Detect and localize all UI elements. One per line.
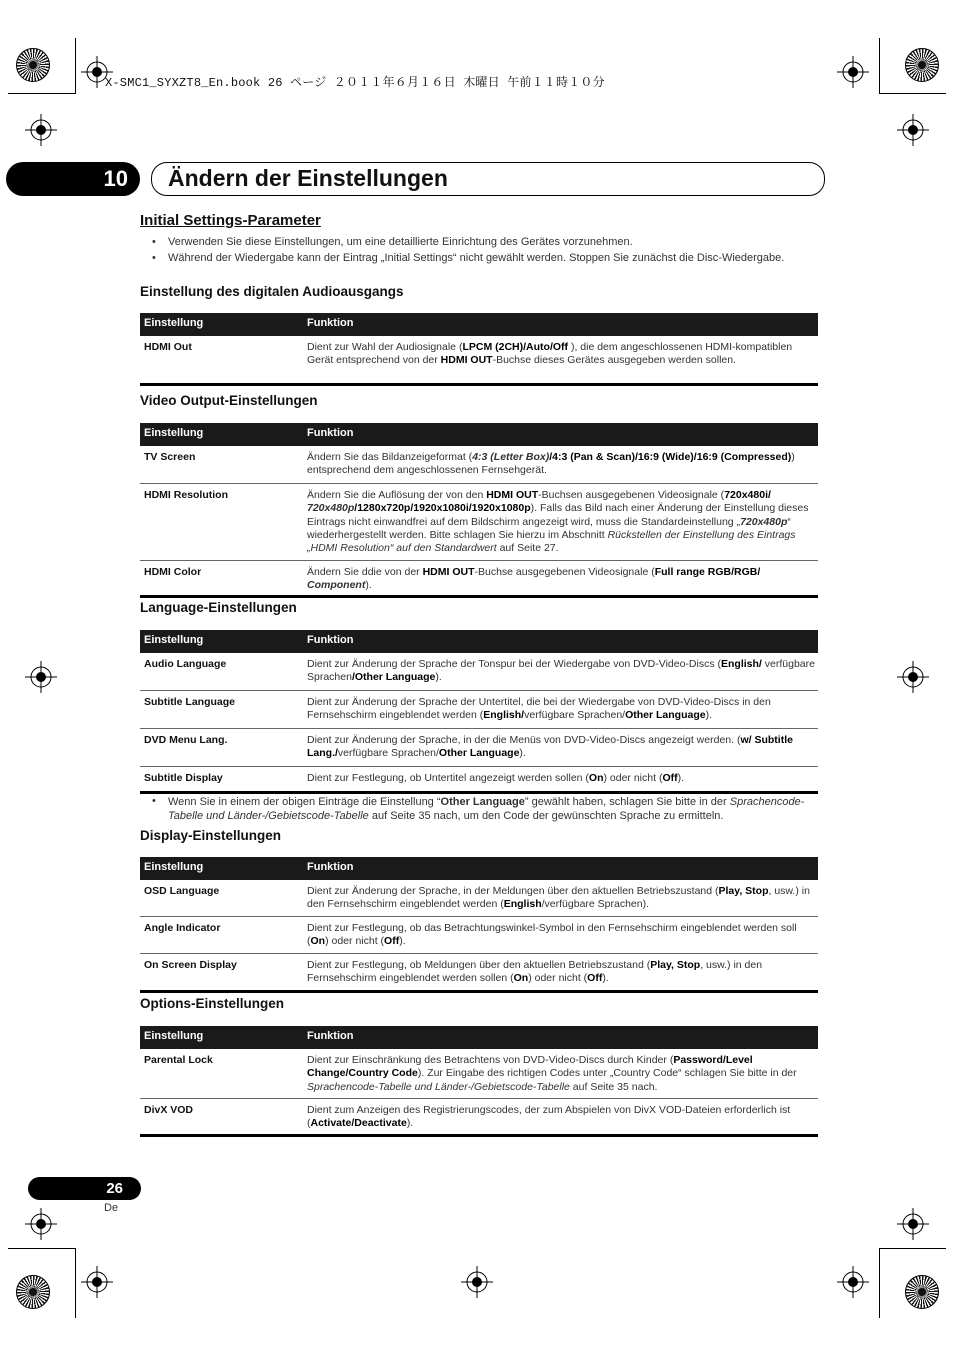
- crop-mark: [879, 1248, 880, 1318]
- color-rosette-icon: [905, 48, 939, 82]
- setting-description: Ändern Sie ddie von der HDMI OUT-Buchse ausgegebenen Videosignale (Full range RGB/RGB/ Component).: [307, 566, 761, 592]
- setting-name: Audio Language: [144, 658, 227, 670]
- chapter-number: 10: [6, 162, 140, 196]
- settings-table: [140, 857, 818, 993]
- header-setting: Einstellung: [144, 427, 204, 439]
- header-setting: Einstellung: [144, 317, 204, 329]
- bullet-marker: •: [152, 252, 156, 264]
- color-rosette-icon: [16, 1275, 50, 1309]
- subsection-title: Einstellung des digitalen Audioausgangs: [140, 284, 404, 299]
- crop-mark: [75, 1248, 76, 1318]
- section-title: Initial Settings-Parameter: [140, 212, 321, 229]
- setting-description: Dient zur Festlegung, ob das Betrachtungswinkel-Symbol in den Fernsehschirm eingeblendet werden soll (On) oder nicht (Off).: [307, 922, 797, 948]
- setting-name: Parental Lock: [144, 1054, 213, 1066]
- table-row: [140, 729, 818, 767]
- table-row: [140, 561, 818, 598]
- table-row: [140, 767, 818, 794]
- crop-mark: [8, 1248, 75, 1249]
- registration-mark-icon: [81, 1266, 113, 1298]
- setting-name: HDMI Resolution: [144, 489, 228, 501]
- registration-mark-icon: [897, 661, 929, 693]
- setting-name: On Screen Display: [144, 959, 237, 971]
- crop-mark: [879, 93, 946, 94]
- table-row: [140, 1049, 818, 1099]
- setting-name: Subtitle Display: [144, 772, 223, 784]
- table-row: [140, 954, 818, 993]
- registration-mark-icon: [25, 661, 57, 693]
- table-header: [140, 423, 818, 446]
- book-header: X-SMC1_SYXZT8_En.book 26 ページ ２０１１年６月１６日 木曜日 午前１１時１０分: [105, 76, 605, 90]
- chapter-title: Ändern der Einstellungen: [168, 165, 448, 191]
- bullet-marker: •: [152, 795, 156, 807]
- setting-description: Dient zur Wahl der Audiosignale (LPCM (2CH)/Auto/Off ), die dem angeschlossenen HDMI-kompatiblen Gerät entsprechend von der HDMI OUT-Buchse dieses Gerätes ausgegeben werden sollen.: [307, 341, 793, 367]
- table-row: [140, 336, 818, 386]
- setting-description: Dient zur Änderung der Sprache der Untertitel, die bei der Wiedergabe von DVD-Video-Discs in den Fernsehschirm eingeblendet werden (English/verfügbare Sprachen/Other Language).: [307, 696, 771, 722]
- setting-description: Dient zur Festlegung, ob Untertitel angezeigt werden sollen (On) oder nicht (Off).: [307, 772, 685, 784]
- registration-mark-icon: [837, 1266, 869, 1298]
- intro-bullet: Während der Wiedergabe kann der Eintrag „Initial Settings“ nicht gewählt werden. Stoppen Sie zunächst die Disc-Wiedergabe.: [168, 252, 785, 264]
- setting-name: Angle Indicator: [144, 922, 221, 934]
- registration-mark-icon: [837, 56, 869, 88]
- subsection-title: Language-Einstellungen: [140, 600, 297, 615]
- setting-name: DivX VOD: [144, 1104, 194, 1116]
- setting-name: TV Screen: [144, 451, 196, 463]
- header-setting: Einstellung: [144, 861, 204, 873]
- crop-mark: [879, 38, 880, 94]
- setting-description: Dient zur Änderung der Sprache, in der die Menüs von DVD-Video-Discs angezeigt werden. (w/ Subtitle Lang./verfügbare Sprachen/Other Language).: [307, 734, 793, 760]
- intro-bullet: Verwenden Sie diese Einstellungen, um eine detaillierte Einrichtung des Gerätes vorzunehmen.: [168, 236, 633, 248]
- header-setting: Einstellung: [144, 634, 204, 646]
- header-setting: Einstellung: [144, 1030, 204, 1042]
- setting-description: Dient zur Einschränkung des Betrachtens von DVD-Video-Discs durch Kinder (Password/Level Change/Country Code). Zur Eingabe des richtigen Codes unter „Country Code“ schlagen Sie bitte in der Sprachencode-Tabelle und Länder-/Gebietscode-Tabelle auf Seite 35 nach.: [307, 1054, 797, 1093]
- setting-name: HDMI Color: [144, 566, 202, 578]
- settings-table: [140, 313, 818, 386]
- settings-table: [140, 423, 818, 598]
- subsection-title: Options-Einstellungen: [140, 996, 284, 1011]
- header-function: Funktion: [307, 634, 354, 646]
- table-row: [140, 653, 818, 691]
- setting-name: OSD Language: [144, 885, 220, 897]
- color-rosette-icon: [905, 1275, 939, 1309]
- setting-description: Dient zur Änderung der Sprache der Tonspur bei der Wiedergabe von DVD-Video-Discs (English/ verfügbare Sprachen/Other Language).: [307, 658, 815, 684]
- header-function: Funktion: [307, 427, 354, 439]
- crop-mark: [879, 1248, 946, 1249]
- settings-table: [140, 1026, 818, 1137]
- table-row: [140, 917, 818, 954]
- registration-mark-icon: [25, 1208, 57, 1240]
- table-header: [140, 1026, 818, 1049]
- registration-mark-icon: [897, 114, 929, 146]
- setting-description: Dient zum Anzeigen des Registrierungscodes, der zum Abspielen von DivX VOD-Dateien erforderlich ist (Activate/Deactivate).: [307, 1104, 791, 1130]
- subsection-title: Video Output-Einstellungen: [140, 393, 318, 408]
- header-function: Funktion: [307, 317, 354, 329]
- header-function: Funktion: [307, 1030, 354, 1042]
- table-header: [140, 630, 818, 653]
- language-note: Wenn Sie in einem der obigen Einträge die Einstellung “Other Language” gewählt haben, schlagen Sie bitte in der Sprachencode-Tabelle und Länder-/Gebietscode-Tabelle auf Seite 35 nach, um den Code der gewünschten Sprache zu ermitteln.: [168, 796, 805, 822]
- table-row: [140, 446, 818, 484]
- table-header: [140, 313, 818, 336]
- table-row: [140, 1099, 818, 1137]
- registration-mark-icon: [897, 1208, 929, 1240]
- header-function: Funktion: [307, 861, 354, 873]
- page-language: De: [104, 1202, 119, 1214]
- crop-mark: [8, 93, 75, 94]
- subsection-title: Display-Einstellungen: [140, 828, 282, 843]
- table-row: [140, 880, 818, 917]
- setting-description: Ändern Sie das Bildanzeigeformat (4:3 (Letter Box)/4:3 (Pan & Scan)/16:9 (Wide)/16:9 (Compressed)) entsprechend dem angeschlossenen Fernsehgerät.: [307, 451, 795, 477]
- table-header: [140, 857, 818, 880]
- page-number: 26: [28, 1177, 141, 1200]
- color-rosette-icon: [16, 48, 50, 82]
- setting-name: HDMI Out: [144, 341, 192, 353]
- bullet-marker: •: [152, 236, 156, 248]
- registration-mark-icon: [25, 114, 57, 146]
- settings-table: [140, 630, 818, 794]
- table-row: [140, 691, 818, 729]
- setting-name: DVD Menu Lang.: [144, 734, 228, 746]
- setting-description: Dient zur Festlegung, ob Meldungen über den aktuellen Betriebszustand (Play, Stop, usw.) in den Fernsehschirm eingeblendet werden sollen (On) oder nicht (Off).: [307, 959, 763, 985]
- crop-mark: [75, 38, 76, 94]
- registration-mark-icon: [461, 1266, 493, 1298]
- table-row: [140, 484, 818, 561]
- setting-description: Dient zur Änderung der Sprache, in der Meldungen über den aktuellen Betriebszustand (Play, Stop, usw.) in den Fernsehschirm eingeblendet werden (English/verfügbare Sprachen).: [307, 885, 810, 911]
- setting-name: Subtitle Language: [144, 696, 236, 708]
- setting-description: Ändern Sie die Auflösung der von den HDMI OUT-Buchsen ausgegebenen Videosignale (720x480i/ 720x480p/1280x720p/1920x1080i/1920x1080p). Falls das Bild nach einer Änderung der Einstellung dieses Eintrags nicht einwandfrei auf dem Bildschirm angezeigt wird, muss die Standardeinstellung „720x480p“ wiederhergestellt werden. Bitte schlagen Sie hierzu im Abschnitt Rückstellen der Einstellung des Eintrags „HDMI Resolution“ auf den Standardwert auf Seite 27.: [307, 489, 809, 555]
